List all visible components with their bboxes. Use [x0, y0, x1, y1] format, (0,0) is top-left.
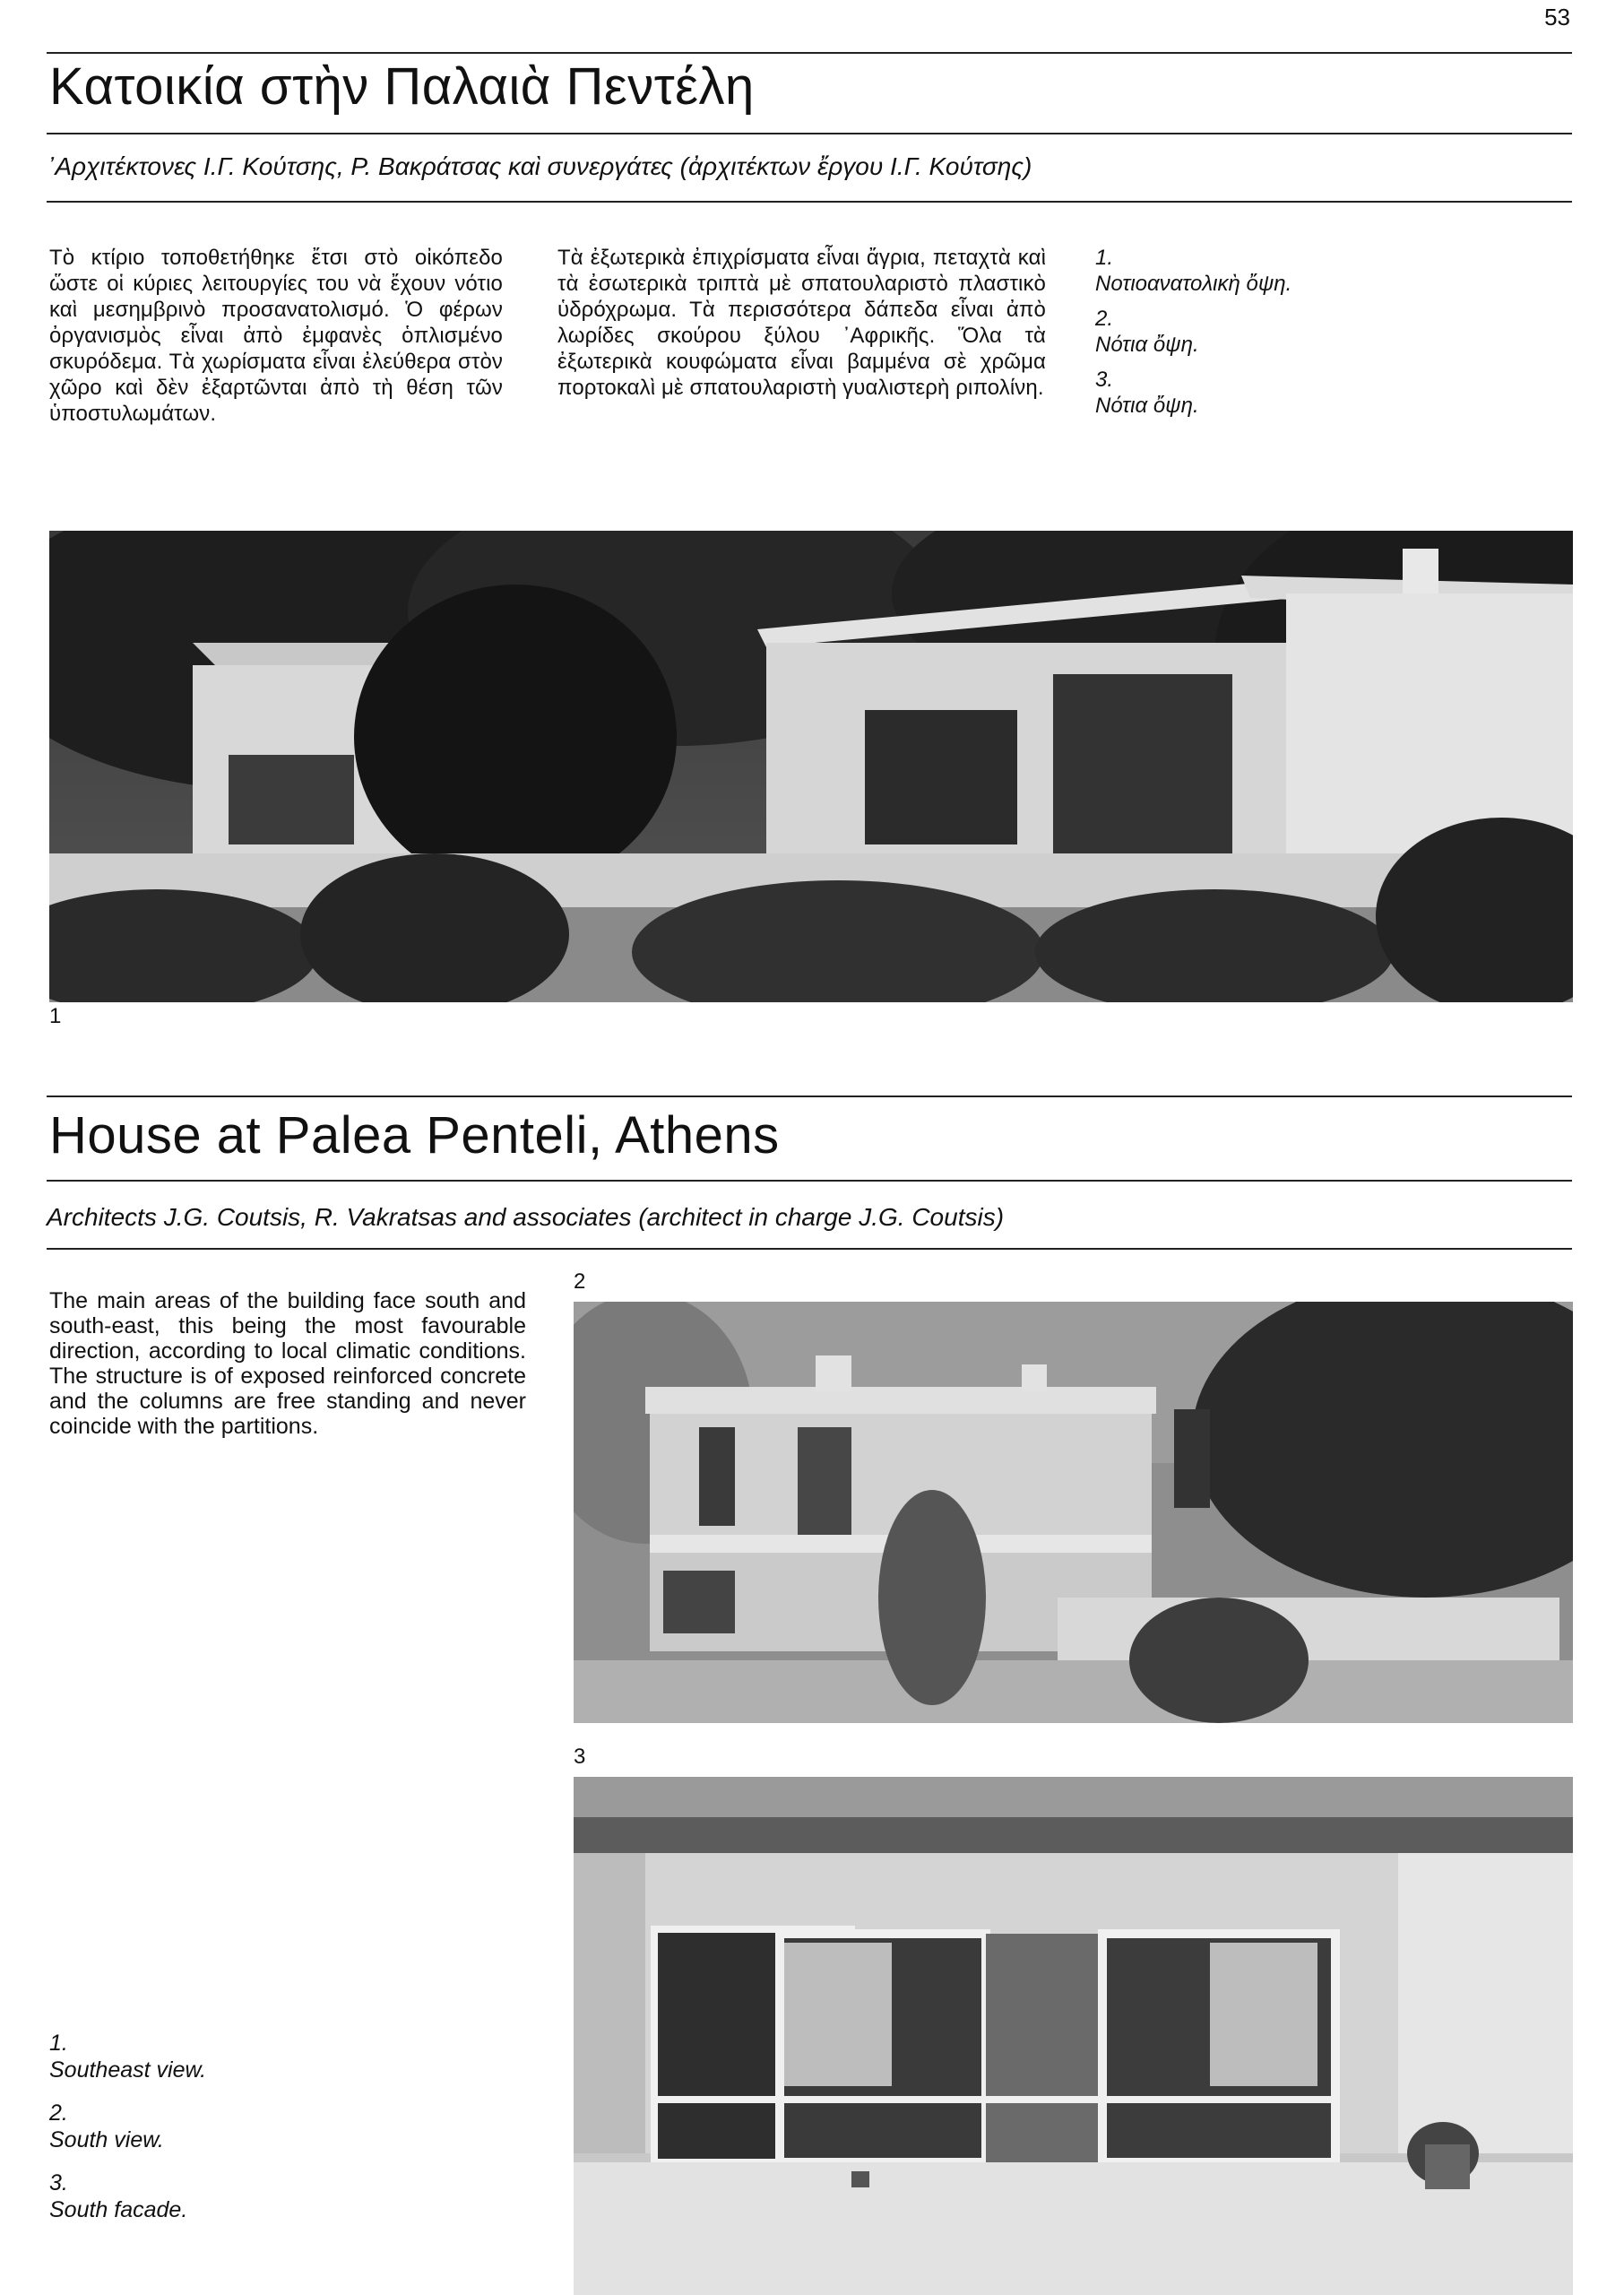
credits-rule: [47, 201, 1572, 203]
english-title: House at Palea Penteli, Athens: [49, 1106, 780, 1165]
figure-1-label: 1: [49, 1004, 62, 1028]
greek-title: Κατοικία στὴν Παλαιὰ Πεντέλη: [49, 57, 755, 116]
en-title-rule-bottom: [47, 1180, 1572, 1182]
en-credits-rule: [47, 1248, 1572, 1250]
en-title-rule-top: [47, 1096, 1572, 1097]
english-caption-3: 3. South facade.: [49, 2170, 188, 2222]
photo-south-facade: [574, 1777, 1573, 2295]
greek-text-column-2: Τὰ ἐξωτερικὰ ἐπιχρίσματα εἶναι ἄγρια, πεταχτὰ καὶ τὰ ἐσωτερικὰ τριπτὰ μὲ σπατουλαριστὸ πλαστικὸ ὑδρόχρωμα. Τὰ περισσότερα δάπεδα εἶναι ἀπὸ λωρίδες σκούρου ξύλου ᾿Αφρικῆς. Ὅλα τὰ ἐξωτερικὰ κουφώματα εἶναι βαμμένα σὲ χρῶμα πορτοκαλὶ μὲ σπατουλαριστὴ γυαλιστερὴ ριπολίνη.: [557, 246, 1046, 400]
greek-caption-1: 1. Νοτιοανατολικὴ ὄψη.: [1095, 246, 1292, 296]
greek-credits: ᾿Αρχιτέκτονες Ι.Γ. Κούτσης, Ρ. Βακράτσας καὶ συνεργάτες (ἀρχιτέκτων ἔργου Ι.Γ. Κούτσης): [47, 152, 1032, 180]
english-body-text: The main areas of the building face south and south-east, this being the most favourable direction, according to local climatic conditions. The structure is of exposed reinforced concrete and the columns are free standing and never coincide with the partitions.: [49, 1288, 526, 1439]
english-caption-2: 2. South view.: [49, 2100, 164, 2152]
title-rule-top: [47, 52, 1572, 54]
greek-caption-3: 3. Νότια ὄψη.: [1095, 368, 1199, 418]
greek-captions: [1095, 245, 1525, 428]
figure-2-label: 2: [574, 1269, 586, 1294]
english-caption-1: 1. Southeast view.: [49, 2031, 207, 2083]
figure-3-label: 3: [574, 1745, 586, 1769]
english-credits: Architects J.G. Coutsis, R. Vakratsas and associates (architect in charge J.G. Coutsis): [47, 1203, 1005, 1231]
photo-southeast-view: [49, 531, 1573, 1002]
page-number: 53: [1544, 4, 1570, 30]
photo-south-view: [574, 1302, 1573, 1723]
title-rule-bottom: [47, 133, 1572, 134]
english-captions: [49, 2030, 408, 2239]
greek-caption-2: 2. Νότια ὄψη.: [1095, 307, 1199, 357]
greek-text-column-1: Τὸ κτίριο τοποθετήθηκε ἔτσι στὸ οἰκόπεδο ὥστε οἱ κύριες λειτουργίες του νὰ ἔχουν νότιο καὶ μεσημβρινὸ προσανατολισμό. Ὁ φέρων ὀργανισμὸς εἶναι ἀπὸ ἐμφανὲς ὁπλισμένο σκυρόδεμα. Τὰ χωρίσματα εἶναι ἐλεύθερα στὸν χῶρο καὶ δὲν ἐξαρτῶνται ἀπὸ τὴ θέση τῶν ὑποστυλωμάτων.: [49, 246, 503, 426]
